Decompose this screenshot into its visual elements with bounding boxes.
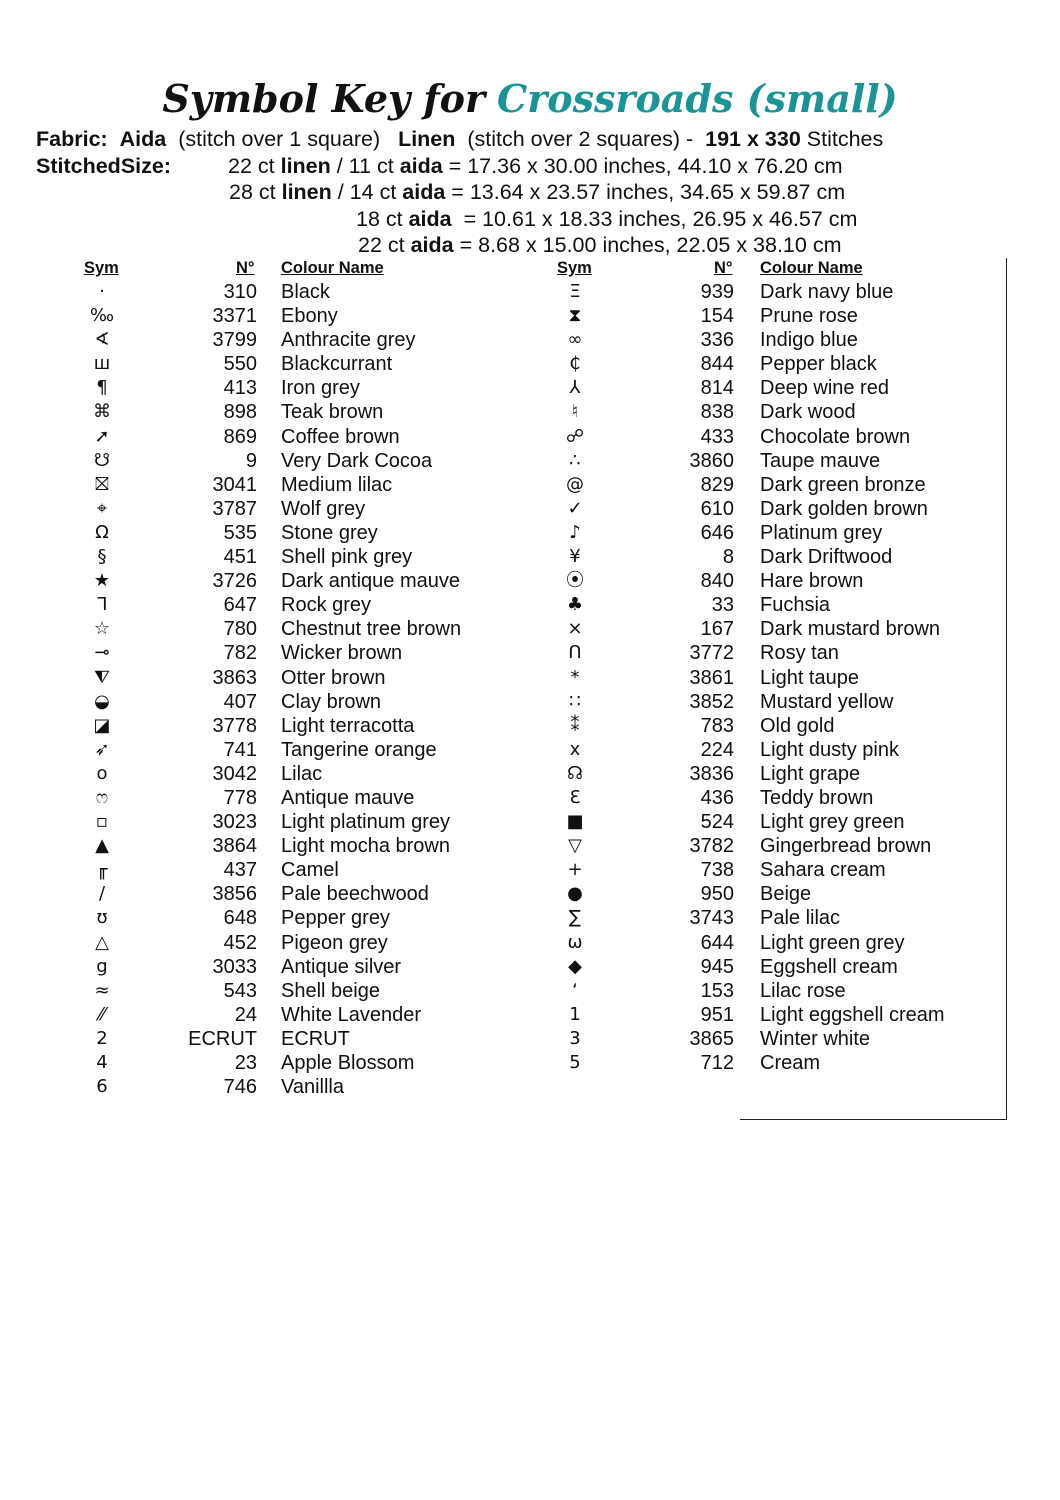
stitch-symbol-icon: ∞ — [567, 329, 583, 351]
colour-name: Vanillla — [281, 1076, 344, 1099]
colour-name: Wolf grey — [281, 497, 366, 520]
stitch-symbol-icon: ⦿ — [566, 570, 584, 592]
colour-name: Pigeon grey — [281, 931, 388, 954]
stitch-symbol-icon: ◒ — [94, 690, 110, 712]
stitch-symbol-icon: ⨯ — [567, 618, 583, 640]
stitch-symbol-icon: ▽ — [568, 835, 582, 857]
thread-number: 3371 — [212, 305, 257, 328]
stitch-symbol-icon: Ω — [95, 521, 109, 543]
stitch-symbol-icon: 3 — [569, 1027, 581, 1049]
stitch-symbol-icon: ⧨ — [93, 666, 111, 688]
stitch-symbol-icon: ✓ — [567, 497, 583, 519]
stitch-symbol-icon: ☍ — [565, 425, 585, 447]
colour-name: Platinum grey — [760, 521, 883, 544]
thread-number: 840 — [700, 570, 734, 593]
thread-number: 524 — [700, 811, 734, 834]
colour-name: Chestnut tree brown — [281, 618, 462, 641]
thread-number: 167 — [700, 618, 734, 641]
stitch-symbol-icon: ● — [567, 883, 583, 905]
stitch-symbol-icon: ◆ — [568, 955, 582, 977]
stitch-symbol-icon: ★ — [93, 570, 111, 592]
colour-name: Pepper black — [760, 353, 877, 376]
colour-name: Winter white — [760, 1027, 871, 1050]
stitch-symbol-icon: ♣ — [566, 594, 584, 616]
thread-number: 3023 — [212, 811, 257, 834]
thread-number: 437 — [223, 859, 257, 882]
right-name-header: Colour Name — [760, 259, 863, 277]
right-sym-header: Sym — [557, 259, 592, 277]
stitch-symbol-icon: ⅄ — [569, 377, 581, 399]
colour-name: Eggshell cream — [760, 955, 898, 978]
key-frame-bottom-border — [740, 1119, 1007, 1120]
thread-number: 814 — [700, 377, 734, 400]
thread-number: 24 — [234, 1003, 257, 1026]
stitch-symbol-icon: ʻ — [572, 979, 578, 1001]
stitch-symbol-icon: 5 — [569, 1052, 581, 1073]
thread-number: 3041 — [212, 473, 257, 496]
colour-name: Rock grey — [281, 594, 372, 617]
stitch-symbol-icon: ₵ — [569, 353, 581, 375]
stitch-symbol-icon: Ɛ — [569, 786, 581, 808]
stitch-symbol-icon: ω — [567, 931, 583, 953]
thread-number: 782 — [223, 642, 257, 665]
stitch-symbol-icon: ∴ — [569, 449, 581, 471]
thread-number: 951 — [700, 1003, 734, 1026]
colour-name: Light grape — [760, 762, 861, 785]
colour-name: Shell beige — [281, 979, 380, 1002]
thread-number: 646 — [700, 521, 734, 544]
stitch-symbol-icon: § — [97, 546, 107, 568]
size-line-3: 18 ct aida = 10.61 x 18.33 inches, 26.95 x 46.57 cm — [356, 207, 858, 231]
thread-number: 3782 — [689, 835, 734, 858]
stitch-symbol-icon: ʊ — [96, 907, 108, 929]
thread-number: 8 — [722, 546, 734, 569]
colour-name: Hare brown — [760, 570, 864, 593]
stitch-count-label: Stitches — [806, 127, 884, 151]
colour-name: Fuchsia — [760, 594, 831, 617]
stitch-symbol-icon: ⁄⁄ — [98, 1003, 105, 1025]
stitch-symbol-icon: ⧗ — [568, 305, 582, 327]
page-title — [0, 76, 1060, 132]
fabric-label: Fabric: — [36, 127, 108, 151]
stitch-symbol-icon: ᒣ — [96, 594, 108, 616]
stitch-symbol-icon: ⌘ — [93, 401, 111, 423]
colour-name: Light mocha brown — [281, 835, 450, 858]
stitch-symbol-icon: ☆ — [93, 618, 111, 640]
stitch-count: 191 x 330 — [705, 127, 801, 151]
thread-number: 644 — [700, 931, 734, 954]
thread-number: 838 — [700, 401, 734, 424]
thread-number: 543 — [223, 979, 257, 1002]
thread-number: 869 — [223, 425, 257, 448]
colour-name: Pepper grey — [281, 907, 390, 930]
stitch-symbol-icon: ◪ — [93, 714, 111, 736]
colour-name: Anthracite grey — [281, 329, 416, 352]
thread-number: 610 — [700, 497, 734, 520]
colour-name: Pale lilac — [760, 907, 841, 930]
colour-name: ECRUT — [281, 1027, 350, 1050]
stitch-symbol-icon: x — [569, 738, 581, 760]
stitch-symbol-icon: o — [96, 762, 108, 784]
thread-number: 3836 — [689, 762, 734, 785]
thread-number: 3852 — [689, 690, 734, 713]
thread-number: 950 — [700, 883, 734, 906]
colour-name: Clay brown — [281, 690, 382, 713]
left-sym-header: Sym — [84, 259, 119, 277]
colour-name: Iron grey — [281, 377, 360, 400]
thread-number: 3042 — [212, 762, 257, 785]
colour-name: Dark navy blue — [760, 281, 894, 303]
thread-number: 780 — [223, 618, 257, 641]
colour-name: Antique silver — [281, 955, 402, 978]
colour-name: Wicker brown — [281, 642, 403, 665]
colour-name: Otter brown — [281, 666, 386, 689]
colour-name: Ebony — [281, 305, 338, 328]
thread-number: 310 — [223, 281, 257, 303]
stitch-symbol-icon: ∷ — [569, 690, 581, 712]
colour-name: Taupe mauve — [760, 449, 881, 472]
colour-name: Antique mauve — [281, 786, 415, 809]
colour-name: Tangerine orange — [281, 738, 437, 761]
colour-name: Shell pink grey — [281, 546, 413, 569]
colour-name: Gingerbread brown — [760, 835, 932, 858]
stitch-symbol-icon: ᑎ — [568, 642, 582, 664]
stitch-symbol-icon: ➚ — [94, 425, 110, 447]
stitch-symbol-icon: ■ — [566, 811, 584, 833]
thread-number: 3778 — [212, 714, 257, 737]
colour-name: Lilac rose — [760, 979, 846, 1002]
colour-name: Dark antique mauve — [281, 570, 460, 593]
colour-name: Dark wood — [760, 401, 856, 424]
thread-number: 829 — [700, 473, 734, 496]
stitch-symbol-icon: ‰ — [89, 305, 115, 327]
thread-number: 778 — [223, 786, 257, 809]
colour-name: Teak brown — [281, 401, 384, 424]
thread-number: 224 — [700, 738, 734, 761]
colour-name: Dark golden brown — [760, 497, 928, 520]
colour-name: Prune rose — [760, 305, 858, 328]
colour-name: Stone grey — [281, 521, 378, 544]
thread-number: 3743 — [689, 907, 734, 930]
stitch-symbol-icon: * — [570, 666, 580, 688]
thread-number: 3787 — [212, 497, 257, 520]
thread-number: 945 — [700, 955, 734, 978]
thread-number: 746 — [223, 1076, 257, 1099]
colour-name: Camel — [281, 859, 339, 882]
thread-number: 336 — [700, 329, 734, 352]
thread-number: 712 — [700, 1052, 734, 1074]
thread-number: 3772 — [689, 642, 734, 665]
thread-number: 3864 — [212, 835, 257, 858]
thread-number: 3860 — [689, 449, 734, 472]
thread-number: 3865 — [689, 1027, 734, 1050]
colour-name: Blackcurrant — [281, 353, 393, 376]
stitch-symbol-icon: ш — [93, 353, 111, 375]
stitch-symbol-icon: 2 — [96, 1027, 108, 1049]
stitch-symbol-icon: ⛝ — [95, 473, 109, 495]
thread-number: 3861 — [689, 666, 734, 689]
stitch-symbol-icon: / — [98, 883, 106, 905]
stitch-symbol-icon: ≈ — [94, 979, 110, 1001]
stitch-symbol-icon: ➶ — [94, 738, 110, 760]
stitch-symbol-icon: ෆ — [95, 786, 109, 808]
thread-number: 3033 — [212, 955, 257, 978]
stitch-symbol-icon: ¥ — [569, 546, 581, 568]
colour-name: Apple Blossom — [281, 1052, 415, 1074]
thread-number: 436 — [700, 786, 734, 809]
stitch-symbol-icon: g — [96, 955, 108, 977]
colour-name: Dark Driftwood — [760, 546, 893, 569]
fabric-aida: Aida — [119, 127, 167, 151]
stitch-symbol-icon: ╓ — [96, 859, 108, 881]
thread-number: 535 — [223, 521, 257, 544]
colour-name: Light taupe — [760, 666, 859, 689]
thread-number: 452 — [223, 931, 257, 954]
colour-name: Old gold — [760, 714, 835, 737]
stitch-symbol-icon: ♮ — [571, 401, 579, 423]
colour-name: Light terracotta — [281, 714, 415, 737]
thread-number: 3799 — [212, 329, 257, 352]
thread-number: 939 — [700, 281, 734, 303]
thread-number: 413 — [223, 377, 257, 400]
stitch-symbol-icon: @ — [566, 473, 584, 495]
thread-number: 3863 — [212, 666, 257, 689]
stitch-symbol-icon: 1 — [569, 1003, 581, 1025]
thread-number: ECRUT — [188, 1027, 257, 1050]
title-prefix: Symbol Key for — [162, 76, 486, 121]
stitch-symbol-icon: ☋ — [94, 449, 110, 471]
left-num-header: N° — [236, 259, 255, 277]
colour-name: Medium lilac — [281, 473, 393, 496]
colour-name: Sahara cream — [760, 859, 886, 882]
fabric-linen: Linen — [398, 127, 456, 151]
stitch-symbol-icon: ☊ — [567, 762, 583, 784]
thread-number: 844 — [700, 353, 734, 376]
fabric-line — [36, 126, 883, 152]
colour-name: Dark mustard brown — [760, 618, 941, 641]
stitch-symbol-icon: ⌖ — [96, 497, 108, 519]
stitch-symbol-icon: + — [567, 859, 583, 881]
colour-name: Indigo blue — [760, 329, 858, 352]
size-line-4: 22 ct aida = 8.68 x 15.00 inches, 22.05 x 38.10 cm — [358, 233, 842, 257]
thread-number: 433 — [700, 425, 734, 448]
stitch-symbol-icon: ¶ — [96, 377, 108, 399]
key-frame-right-border — [1006, 258, 1007, 1120]
colour-name: Mustard yellow — [760, 690, 894, 713]
stitch-symbol-icon: ⊸ — [94, 642, 110, 664]
stitch-symbol-icon: ∢ — [94, 329, 110, 351]
thread-number: 648 — [223, 907, 257, 930]
thread-number: 741 — [223, 738, 257, 761]
stitch-symbol-icon: ▫ — [95, 811, 109, 833]
stitch-symbol-icon: · — [99, 281, 105, 302]
thread-number: 738 — [700, 859, 734, 882]
colour-name: Chocolate brown — [760, 425, 911, 448]
stitch-symbol-icon: Ξ — [569, 281, 581, 302]
stitch-symbol-icon: ⁑ — [570, 714, 580, 736]
colour-name: Coffee brown — [281, 425, 400, 448]
size-line-2: 28 ct linen / 14 ct aida = 13.64 x 23.57 inches, 34.65 x 59.87 cm — [229, 180, 846, 204]
fabric-linen-note: (stitch over 2 squares) - — [467, 127, 694, 151]
fabric-aida-note: (stitch over 1 square) — [178, 127, 381, 151]
thread-number: 3856 — [212, 883, 257, 906]
thread-number: 407 — [223, 690, 257, 713]
left-name-header: Colour Name — [281, 259, 384, 277]
colour-name: Black — [281, 281, 330, 303]
design-name: Crossroads (small) — [497, 76, 898, 121]
colour-name: Light grey green — [760, 811, 905, 834]
stitch-symbol-icon: 6 — [96, 1076, 108, 1098]
thread-number: 154 — [700, 305, 734, 328]
thread-number: 23 — [234, 1052, 257, 1074]
stitch-symbol-icon: ▲ — [95, 835, 109, 857]
thread-number: 898 — [223, 401, 257, 424]
colour-name: Deep wine red — [760, 377, 889, 400]
thread-number: 550 — [223, 353, 257, 376]
colour-name: Pale beechwood — [281, 883, 429, 906]
colour-name: Light eggshell cream — [760, 1003, 945, 1026]
colour-name: White Lavender — [281, 1003, 422, 1026]
colour-name: Light platinum grey — [281, 811, 450, 834]
size-line-1: 22 ct linen / 11 ct aida = 17.36 x 30.00 inches, 44.10 x 76.20 cm — [228, 154, 843, 178]
thread-number: 153 — [700, 979, 734, 1002]
thread-number: 33 — [711, 594, 734, 617]
colour-name: Lilac — [281, 762, 323, 785]
stitch-symbol-icon: △ — [95, 931, 109, 953]
thread-number: 451 — [223, 546, 257, 569]
colour-name: Beige — [760, 883, 812, 906]
colour-name: Teddy brown — [760, 786, 874, 809]
colour-name: Rosy tan — [760, 642, 839, 665]
colour-name: Light dusty pink — [760, 738, 899, 761]
thread-number: 3726 — [212, 570, 257, 593]
colour-name: Light green grey — [760, 931, 905, 954]
stitch-symbol-icon: 4 — [96, 1052, 108, 1073]
thread-number: 647 — [223, 594, 257, 617]
right-num-header: N° — [714, 259, 733, 277]
stitched-size-label: StitchedSize: — [36, 154, 171, 178]
colour-name: Dark green bronze — [760, 473, 926, 496]
colour-name: Very Dark Cocoa — [281, 449, 433, 472]
stitch-symbol-icon: ∑ — [568, 907, 582, 929]
thread-number: 783 — [700, 714, 734, 737]
colour-name: Cream — [760, 1052, 821, 1074]
stitch-symbol-icon: ♪ — [569, 521, 581, 543]
thread-number: 9 — [245, 449, 257, 472]
